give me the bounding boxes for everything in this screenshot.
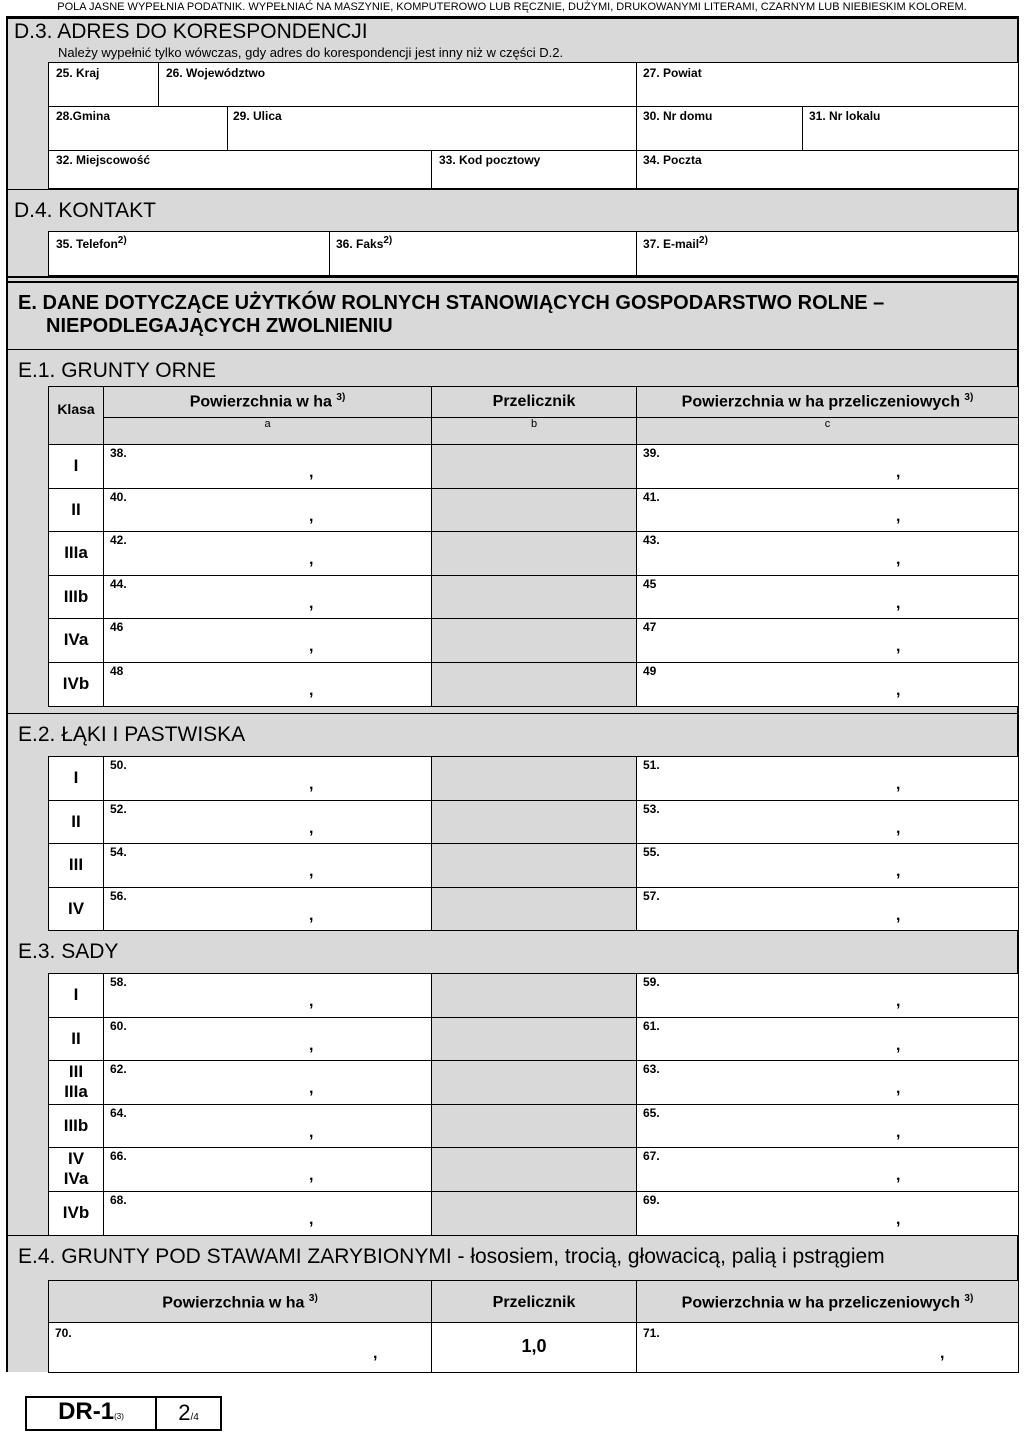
- area-input[interactable]: [103, 1060, 432, 1105]
- field-number: 41.: [643, 489, 660, 504]
- footnote-ref: 3): [964, 392, 974, 403]
- area-input[interactable]: [103, 488, 432, 533]
- decimal-mark: ,: [896, 464, 901, 481]
- decimal-mark: ,: [896, 993, 901, 1010]
- field-number: 45: [643, 576, 657, 591]
- footnote-ref: 3): [308, 1293, 318, 1304]
- decimal-mark: ,: [896, 1036, 901, 1054]
- field-number: 59.: [643, 975, 660, 989]
- klasa-label: I: [73, 985, 79, 1004]
- footnote-ref: 3): [964, 1293, 974, 1304]
- header-col-b: b: [530, 418, 538, 430]
- field-number: 62.: [110, 1062, 127, 1077]
- header-area-text: Powierzchnia w ha: [189, 393, 332, 411]
- e4-header-area-text: Powierzchnia w ha: [162, 1294, 305, 1312]
- converted-input[interactable]: [636, 843, 1019, 888]
- field-number: 64.: [110, 1105, 127, 1120]
- factor-cell: [431, 488, 637, 533]
- field-number: 50.: [110, 758, 127, 772]
- header-klasa: Klasa: [57, 401, 95, 417]
- area-input[interactable]: [103, 756, 432, 801]
- decimal-mark: ,: [940, 1345, 945, 1362]
- field-number: 56.: [110, 888, 127, 903]
- decimal-mark: ,: [896, 776, 901, 793]
- decimal-mark: ,: [896, 638, 901, 656]
- header-converted: [636, 392, 1019, 411]
- decimal-mark: ,: [309, 1123, 314, 1141]
- page-total: /4: [190, 1412, 199, 1423]
- factor-cell: [431, 1060, 637, 1105]
- factor-cell: [431, 843, 637, 888]
- decimal-mark: ,: [896, 1211, 901, 1228]
- label-32: 32. Miejscowość: [56, 153, 151, 167]
- section-e1-title: E.1. GRUNTY ORNE: [18, 359, 216, 382]
- label-71: 71.: [643, 1326, 660, 1340]
- double-divider-top: [6, 276, 1019, 278]
- field-29-ulica[interactable]: [227, 106, 637, 151]
- klasa-label: III: [68, 855, 84, 875]
- label-27: 27. Powiat: [643, 66, 702, 80]
- decimal-mark: ,: [896, 906, 901, 924]
- klasa-label: IIIb: [63, 586, 89, 606]
- factor-cell: [431, 973, 637, 1018]
- area-input[interactable]: [103, 531, 432, 576]
- decimal-mark: ,: [309, 1167, 314, 1185]
- area-input[interactable]: [103, 887, 432, 932]
- field-number: 57.: [643, 888, 660, 903]
- area-input[interactable]: [103, 575, 432, 620]
- converted-input[interactable]: [636, 1147, 1019, 1192]
- label-29: 29. Ulica: [233, 109, 282, 123]
- field-71[interactable]: [636, 1322, 1019, 1373]
- divider: [6, 189, 1019, 190]
- decimal-mark: ,: [896, 1123, 901, 1141]
- factor-cell: [431, 800, 637, 845]
- label-37-text: 37. E-mail: [643, 237, 700, 251]
- decimal-mark: ,: [309, 594, 314, 612]
- field-number: 63.: [643, 1062, 660, 1077]
- label-26: 26. Województwo: [166, 66, 266, 80]
- factor-cell: [431, 1017, 637, 1062]
- factor-cell: [431, 887, 637, 932]
- section-e2-title: E.2. ŁĄKI I PASTWISKA: [18, 723, 246, 746]
- section-e3-title: E.3. SADY: [18, 940, 119, 963]
- klasa-label: I: [73, 456, 79, 475]
- converted-input[interactable]: [636, 531, 1019, 576]
- factor-cell: [431, 662, 637, 707]
- factor-cell: [431, 444, 637, 489]
- field-number: 53.: [643, 801, 660, 816]
- decimal-mark: ,: [373, 1345, 378, 1362]
- form-version: (3): [114, 1412, 124, 1421]
- e4-header-factor: Przelicznik: [492, 1294, 576, 1311]
- decimal-mark: ,: [896, 863, 901, 881]
- field-number: 52.: [110, 801, 127, 816]
- label-35-text: 35. Telefon: [56, 237, 118, 251]
- field-number: 48: [110, 664, 124, 678]
- klasa-label: I: [73, 768, 79, 787]
- divider: [6, 1235, 1019, 1236]
- footer-page: [157, 1400, 220, 1426]
- field-number: 65.: [643, 1105, 660, 1120]
- area-input[interactable]: [103, 1017, 432, 1062]
- factor-cell: [431, 618, 637, 663]
- footnote-ref: 3): [336, 392, 346, 403]
- field-number: 67.: [643, 1149, 660, 1164]
- field-number: 44.: [110, 576, 127, 591]
- decimal-mark: ,: [309, 906, 314, 924]
- converted-input[interactable]: [636, 1017, 1019, 1062]
- header-col-c: c: [824, 418, 831, 430]
- header-area: [103, 392, 432, 411]
- label-37: [643, 235, 708, 251]
- label-36: [336, 235, 392, 251]
- factor-cell: [431, 1147, 637, 1192]
- form-code: DR-1: [58, 1398, 115, 1425]
- factor-cell: [431, 1191, 637, 1236]
- e4-header-converted-text: Powierzchnia w ha przeliczeniowych: [681, 1294, 960, 1312]
- section-e-title: [18, 292, 884, 338]
- field-number: 46: [110, 620, 124, 635]
- area-input[interactable]: [103, 1104, 432, 1149]
- factor-value: 1,0: [521, 1336, 547, 1356]
- label-25: 25. Kraj: [56, 66, 100, 80]
- field-number: 54.: [110, 845, 127, 860]
- page-number: 2: [178, 1400, 191, 1425]
- klasa-label: IIIa: [64, 543, 88, 563]
- klasa-label: IVa: [63, 630, 89, 650]
- decimal-mark: ,: [309, 638, 314, 656]
- field-number: 61.: [643, 1018, 660, 1033]
- area-input[interactable]: [103, 618, 432, 663]
- converted-input[interactable]: [636, 575, 1019, 620]
- klasa-label: IV: [67, 898, 85, 918]
- decimal-mark: ,: [309, 551, 314, 569]
- label-30: 30. Nr domu: [643, 109, 713, 123]
- field-number: 43.: [643, 533, 660, 548]
- field-number: 42.: [110, 533, 127, 548]
- label-31: 31. Nr lokalu: [809, 109, 881, 123]
- field-number: 39.: [643, 446, 660, 460]
- footnote-ref: 2): [117, 235, 127, 246]
- field-number: 40.: [110, 489, 127, 504]
- area-input[interactable]: [103, 444, 432, 489]
- area-input[interactable]: [103, 843, 432, 888]
- area-input[interactable]: [103, 800, 432, 845]
- field-number: 68.: [110, 1193, 127, 1207]
- section-d3-title: D.3. ADRES DO KORESPONDENCJI: [14, 20, 368, 43]
- decimal-mark: ,: [896, 819, 901, 837]
- converted-input[interactable]: [636, 488, 1019, 533]
- decimal-mark: ,: [309, 819, 314, 837]
- top-note: POLA JASNE WYPEŁNIA PODATNIK. WYPEŁNIAĆ NA MASZYNIE, KOMPUTEROWO LUB RĘCZNIE, DUŻYMI, DRUKOWANYMI LITERAMI, CZARNYM LUB NIEBIESKIM KOLOREM.: [57, 1, 967, 13]
- decimal-mark: ,: [309, 863, 314, 881]
- divider: [6, 349, 1019, 350]
- field-number: 47: [643, 620, 657, 635]
- header-factor: Przelicznik: [492, 393, 576, 410]
- factor-cell: [431, 531, 637, 576]
- klasa-label: IV: [67, 1149, 85, 1169]
- section-d3-note: Należy wypełnić tylko wówczas, gdy adres do korespondencji jest inny niż w części D.2.: [58, 45, 564, 60]
- decimal-mark: ,: [309, 993, 314, 1010]
- converted-input[interactable]: [636, 1060, 1019, 1105]
- label-36-text: 36. Faks: [336, 237, 384, 251]
- field-number: 38.: [110, 446, 127, 460]
- decimal-mark: ,: [896, 682, 901, 699]
- label-34: 34. Poczta: [643, 153, 702, 167]
- klasa-label: IVb: [62, 1203, 90, 1222]
- label-70: 70.: [55, 1326, 72, 1340]
- decimal-mark: ,: [309, 507, 314, 525]
- area-input[interactable]: [103, 662, 432, 707]
- header-converted-text: Powierzchnia w ha przeliczeniowych: [681, 393, 960, 411]
- field-number: 69.: [643, 1193, 660, 1207]
- factor-cell: [431, 575, 637, 620]
- klasa-label: IIIa: [64, 1082, 88, 1102]
- decimal-mark: ,: [309, 776, 314, 793]
- section-d4-title: D.4. KONTAKT: [14, 199, 156, 222]
- klasa-label: IIIb: [63, 1115, 89, 1135]
- klasa-label: II: [71, 1028, 81, 1048]
- converted-input[interactable]: [636, 973, 1019, 1018]
- section-e-title-line2: NIEPODLEGAJĄCYCH ZWOLNIENIU: [46, 315, 393, 337]
- footer-form-code: [27, 1398, 155, 1426]
- klasa-label: IVb: [62, 674, 90, 693]
- section-e4-title: E.4. GRUNTY POD STAWAMI ZARYBIONYMI - łososiem, trocią, głowacicą, palią i pstrągiem: [18, 1245, 885, 1268]
- decimal-mark: ,: [896, 1167, 901, 1185]
- decimal-mark: ,: [896, 551, 901, 569]
- divider: [6, 713, 1019, 714]
- decimal-mark: ,: [309, 1036, 314, 1054]
- field-number: 51.: [643, 758, 660, 772]
- converted-input[interactable]: [636, 1104, 1019, 1149]
- header-col-a: a: [264, 418, 271, 430]
- converted-input[interactable]: [636, 887, 1019, 932]
- double-divider-bottom: [6, 281, 1019, 283]
- e4-header-area: [48, 1293, 432, 1312]
- footnote-ref: 2): [699, 235, 708, 246]
- decimal-mark: ,: [309, 1080, 314, 1098]
- label-33: 33. Kod pocztowy: [439, 153, 541, 167]
- field-number: 66.: [110, 1149, 127, 1164]
- section-e-title-line1: E. DANE DOTYCZĄCE UŻYTKÓW ROLNYCH STANOWIĄCYCH GOSPODARSTWO ROLNE –: [18, 292, 885, 314]
- converted-input[interactable]: [636, 618, 1019, 663]
- label-28: 28.Gmina: [56, 109, 111, 123]
- footnote-ref: 2): [383, 235, 393, 246]
- klasa-label: IVa: [63, 1169, 89, 1189]
- factor-cell: [431, 756, 637, 801]
- factor-cell: [431, 1104, 637, 1149]
- klasa-label: II: [71, 499, 81, 519]
- e4-header-converted: [636, 1293, 1019, 1312]
- converted-input[interactable]: [636, 756, 1019, 801]
- area-input[interactable]: [103, 973, 432, 1018]
- field-number: 55.: [643, 845, 660, 860]
- converted-input[interactable]: [636, 1191, 1019, 1236]
- converted-input[interactable]: [636, 800, 1019, 845]
- label-35: [56, 235, 127, 251]
- field-number: 49: [643, 664, 657, 678]
- klasa-label: II: [71, 811, 81, 831]
- decimal-mark: ,: [896, 594, 901, 612]
- field-number: 58.: [110, 975, 127, 989]
- field-number: 60.: [110, 1018, 127, 1033]
- decimal-mark: ,: [896, 507, 901, 525]
- decimal-mark: ,: [309, 464, 314, 481]
- klasa-label: III: [68, 1062, 84, 1082]
- converted-input[interactable]: [636, 662, 1019, 707]
- converted-input[interactable]: [636, 444, 1019, 489]
- decimal-mark: ,: [309, 1211, 314, 1228]
- area-input[interactable]: [103, 1147, 432, 1192]
- decimal-mark: ,: [896, 1080, 901, 1098]
- decimal-mark: ,: [309, 682, 314, 699]
- area-input[interactable]: [103, 1191, 432, 1236]
